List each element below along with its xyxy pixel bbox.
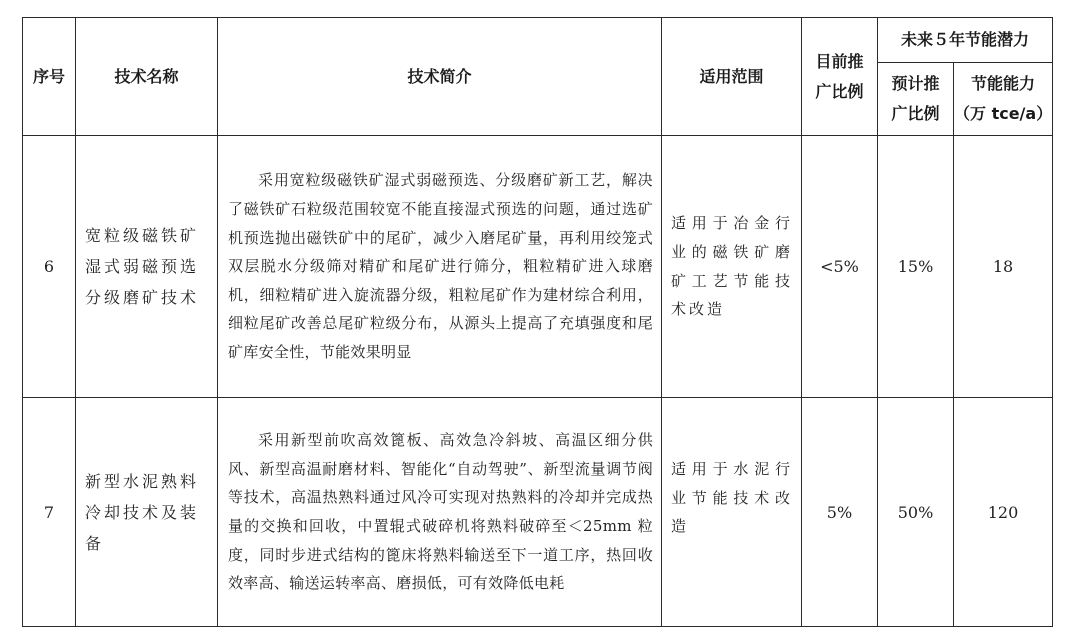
table-row xyxy=(23,398,1053,627)
technology-summary-text: 采用宽粒级磁铁矿湿式弱磁预选、分级磨矿新工艺，解决了磁铁矿石粒级范围较宽不能直接湿式预选的问题，通过选矿机预选抛出磁铁矿中的尾矿，减少入磨尾矿量，再利用绞笼式双层脱水分级筛对精矿和尾矿进行筛分，粗粒精矿进入球磨机，细粒精矿进入旋流器分级，粗粒尾矿作为建材综合利用，细粒尾矿改善总尾矿粒级分布，从源头上提高了充填强度和尾矿库安全性，节能效果明显 xyxy=(228,171,653,361)
application-scope xyxy=(662,398,802,627)
header-no: 序号 xyxy=(23,18,76,136)
current-ratio: <5% xyxy=(802,136,878,398)
technology-name: 新型水泥熟料冷却技术及装备 xyxy=(76,398,218,627)
row-number: 7 xyxy=(23,398,76,627)
header-capacity-line1: 节能能力 xyxy=(971,74,1036,93)
technology-summary xyxy=(218,398,662,627)
energy-saving-capacity: 18 xyxy=(954,136,1053,398)
current-ratio: 5% xyxy=(802,398,878,627)
technology-table xyxy=(22,17,1053,627)
application-scope xyxy=(662,136,802,398)
expected-ratio: 50% xyxy=(878,398,954,627)
header-current-ratio xyxy=(802,18,878,136)
header-current-ratio-line1: 目前推 xyxy=(815,51,864,71)
row-number: 6 xyxy=(23,136,76,398)
expected-ratio: 15% xyxy=(878,136,954,398)
energy-saving-capacity: 120 xyxy=(954,398,1053,627)
header-name: 技术名称 xyxy=(76,18,218,136)
header-scope: 适用范围 xyxy=(662,18,802,136)
header-expected-ratio xyxy=(878,63,954,136)
application-scope-text: 适用于冶金行业的磁铁矿磨矿工艺节能技术改造 xyxy=(671,214,793,319)
header-expected-ratio-line2: 广比例 xyxy=(891,104,940,123)
header-potential-group: 未来５年节能潜力 xyxy=(878,18,1053,63)
header-capacity xyxy=(954,63,1053,136)
header-current-ratio-line2: 广比例 xyxy=(815,81,864,101)
header-expected-ratio-line1: 预计推 xyxy=(891,74,940,93)
header-summary: 技术简介 xyxy=(218,18,662,136)
technology-name: 宽粒级磁铁矿湿式弱磁预选分级磨矿技术 xyxy=(76,136,218,398)
technology-summary-text: 采用新型前吹高效篦板、高效急冷斜坡、高温区细分供风、新型高温耐磨材料、智能化“自动驾驶”、新型流量调节阀等技术，高温热熟料通过风冷可实现对热熟料的冷却并完成热量的交换和回收，中置辊式破碎机将熟料破碎至＜25mm 粒度，同时步进式结构的篦床将熟料输送至下一道工序，热回收效率高、输送运转率高、磨损低，可有效降低电耗 xyxy=(228,431,653,593)
header-capacity-line2: （万 tce/a） xyxy=(954,104,1053,123)
table-row xyxy=(23,136,1053,398)
technology-summary xyxy=(218,136,662,398)
application-scope-text: 适用于水泥行业节能技术改造 xyxy=(671,460,793,536)
